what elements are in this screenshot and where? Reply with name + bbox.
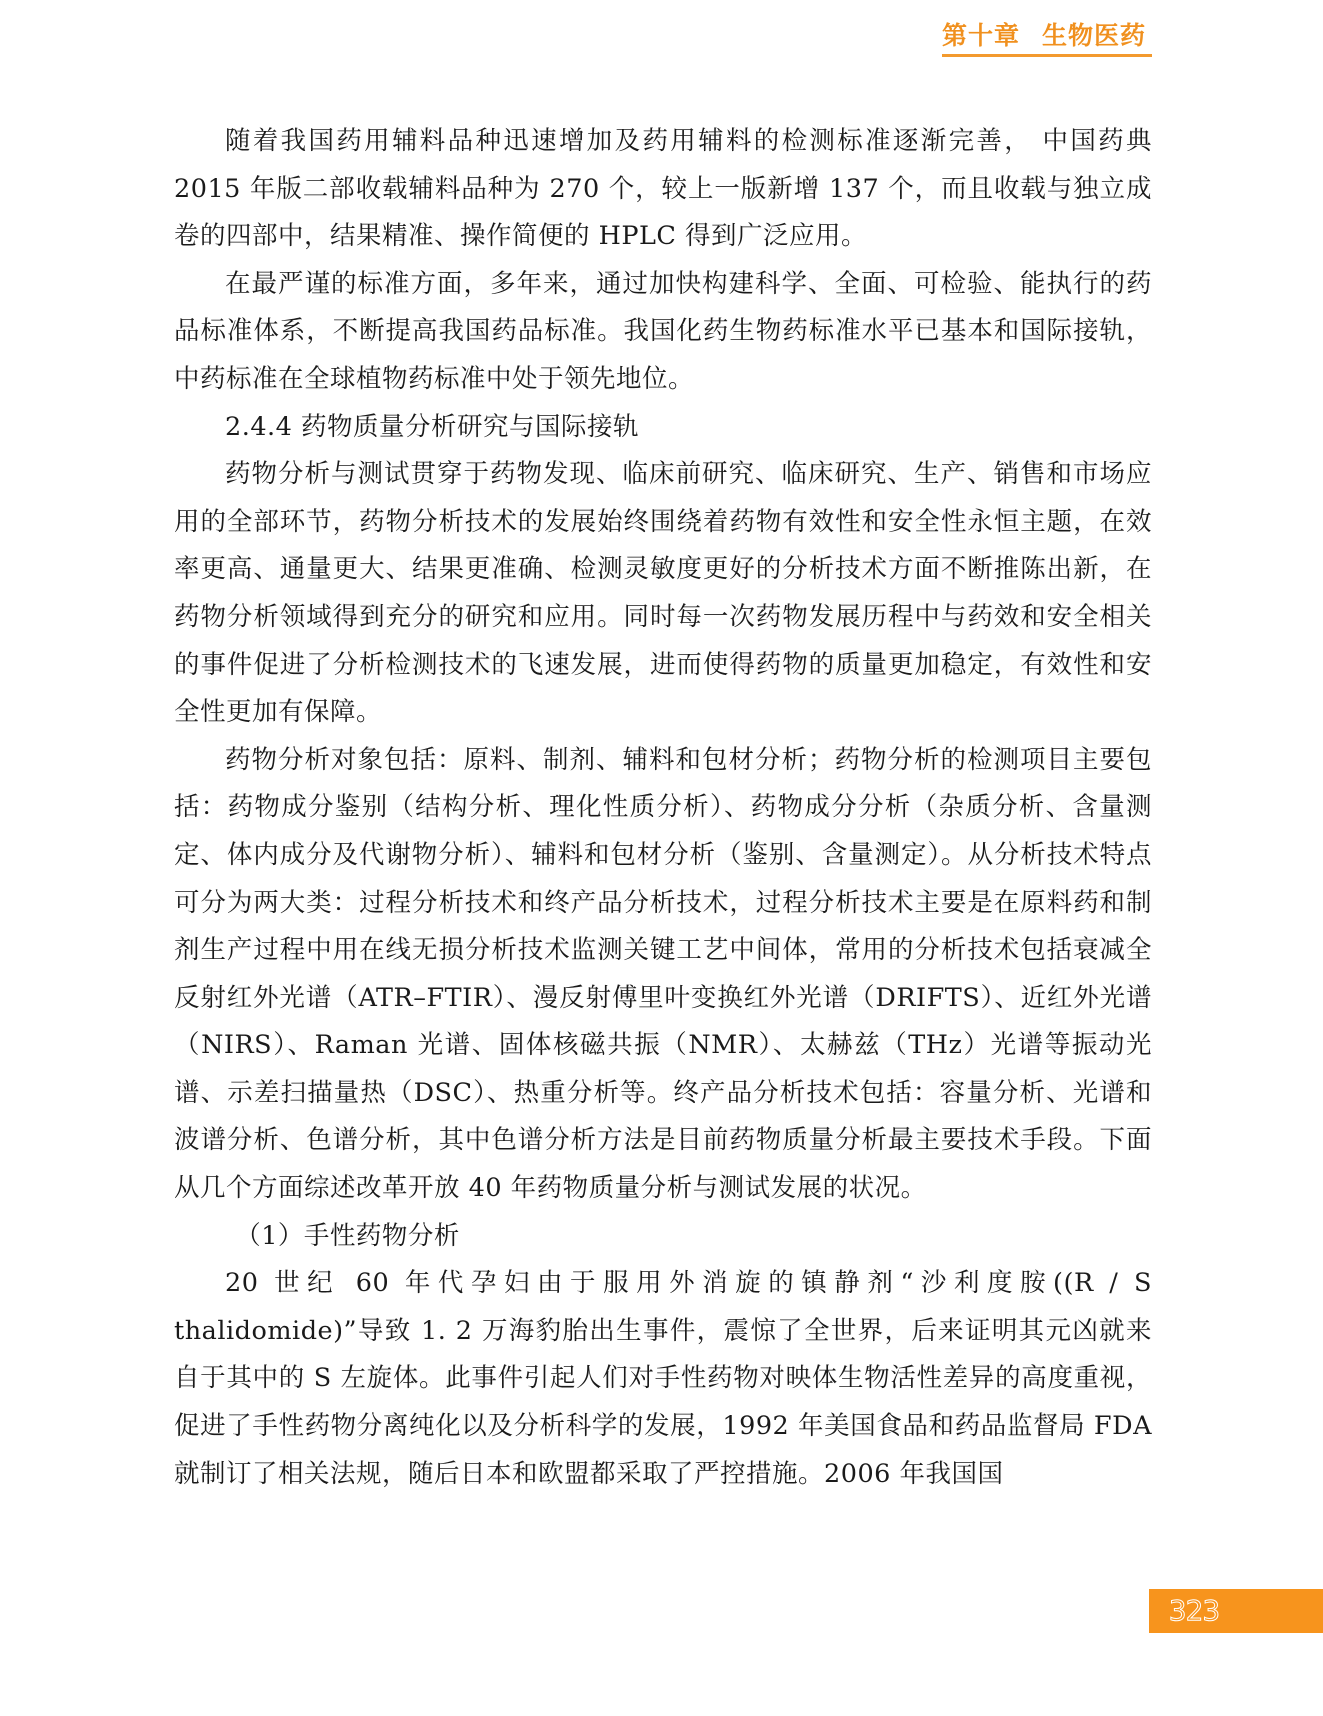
paragraph: 在最严谨的标准方面，多年来，通过加快构建科学、全面、可检验、能执行的药品标准体系，不断提高我国药品标准。我国化药生物药标准水平已基本和国际接轨，中药标准在全球植物药标准中处于领先地位。 [174, 268, 1152, 394]
paragraph: 药物分析对象包括：原料、制剂、辅料和包材分析；药物分析的检测项目主要包括：药物成分鉴别（结构分析、理化性质分析）、药物成分分析（杂质分析、含量测定、体内成分及代谢物分析）、辅料和包材分析（鉴别、含量测定）。从分析技术特点可分为两大类：过程分析技术和终产品分析技术，过程分析技术主要是在原料药和制剂生产过程中用在线无损分析技术监测关键工艺中间体，常用的分析技术包括衰减全反射红外光谱（ATR–FTIR）、漫反射傅里叶变换红外光谱（DRIFTS）、近红外光谱（NIRS）、Raman 光谱、固体核磁共振（NMR）、太赫兹（THz）光谱等振动光谱、示差扫描量热（DSC）、热重分析等。终产品分析技术包括：容量分析、光谱和波谱分析、色谱分析，其中色谱分析方法是目前药物质量分析最主要技术手段。下面从几个方面综述改革开放 40 年药物质量分析与测试发展的状况。 [174, 744, 1152, 1204]
paragraph: 随着我国药用辅料品种迅速增加及药用辅料的检测标准逐渐完善， 中国药典 2015 年版二部收载辅料品种为 270 个，较上一版新增 137 个，而且收载与独立成卷的四部中，结果精准、操作简便的 HPLC 得到广泛应用。 [174, 126, 1152, 252]
chapter-title: 生物医药 [1042, 21, 1147, 50]
paragraph: 药物分析与测试贯穿于药物发现、临床前研究、临床研究、生产、销售和市场应用的全部环节，药物分析技术的发展始终围绕着药物有效性和安全性永恒主题，在效率更高、通量更大、结果更准确、检测灵敏度更好的分析技术方面不断推陈出新，在药物分析领域得到充分的研究和应用。同时每一次药物发展历程中与药效和安全相关的事件促进了分析检测技术的飞速发展，进而使得药物的质量更加稳定，有效性和安全性更加有保障。 [174, 459, 1152, 728]
subsection-heading: （1）手性药物分析 [235, 1220, 460, 1251]
page-number: 323 [1168, 1594, 1220, 1627]
paragraph: 20 世纪 60 年代孕妇由于服用外消旋的镇静剂“沙利度胺((R / S thalidomide)”导致 1. 2 万海豹胎出生事件，震惊了全世界，后来证明其元凶就来自于其中的 S 左旋体。此事件引起人们对手性药物对映体生物活性差异的高度重视，促进了手性药物分离纯化以及分析科学的发展，1992 年美国食品和药品监督局 FDA 就制订了相关法规，随后日本和欧盟都采取了严控措施。2006 年我国国 [174, 1268, 1152, 1489]
chapter-number: 第十章 [942, 21, 1021, 50]
section-heading: 2.4.4 药物质量分析研究与国际接轨 [225, 411, 639, 442]
body-text [174, 118, 1152, 1498]
running-header [942, 14, 1152, 57]
